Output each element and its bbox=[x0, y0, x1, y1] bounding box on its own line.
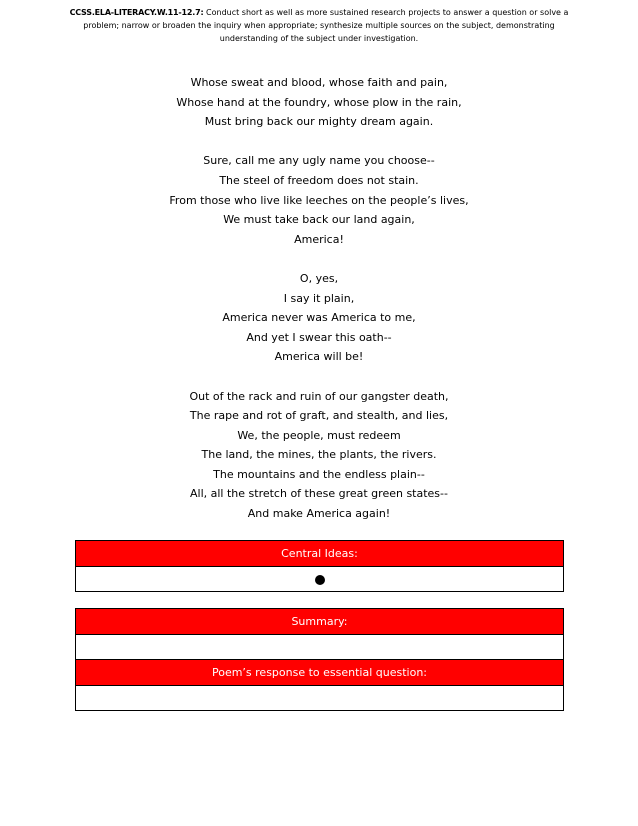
standard-code: CCSS.ELA-LITERACY.W.11-12.7: bbox=[69, 8, 204, 17]
response-cell[interactable] bbox=[76, 686, 564, 711]
poem-line: Must bring back our mighty dream again. bbox=[204, 115, 434, 129]
poem-line: The land, the mines, the plants, the rivers. bbox=[201, 448, 437, 462]
central-ideas-header: Central Ideas: bbox=[76, 541, 564, 567]
poem-line: America never was America to me, bbox=[222, 311, 416, 325]
poem-line: The rape and rot of graft, and stealth, and lies, bbox=[189, 409, 449, 423]
bullet-icon bbox=[315, 575, 325, 585]
central-ideas-cell[interactable] bbox=[76, 567, 564, 592]
poem-line: America! bbox=[294, 232, 344, 246]
poem-line: The mountains and the endless plain-- bbox=[213, 467, 425, 481]
poem-line: And make America again! bbox=[247, 507, 391, 521]
poem bbox=[0, 73, 638, 524]
poem-line: We, the people, must redeem bbox=[237, 428, 401, 442]
poem-line: All, all the stretch of these great green states-- bbox=[190, 487, 448, 501]
poem-line: Whose sweat and blood, whose faith and pain, bbox=[190, 76, 448, 89]
poem-stanza-1 bbox=[0, 73, 638, 132]
standard-text: Conduct short as well as more sustained research projects to answer a question or solve a problem; narrow or broaden the inquiry when appropriate; synthesize multiple sources on the subject, demonstrating understanding of the subject under investigation. bbox=[83, 8, 569, 43]
summary-cell[interactable] bbox=[76, 635, 564, 660]
poem-line: The steel of freedom does not stain. bbox=[219, 173, 419, 187]
poem-line: O, yes, bbox=[299, 271, 339, 285]
poem-line: From those who live like leeches on the people’s lives, bbox=[169, 193, 469, 207]
standard-header bbox=[60, 6, 578, 45]
poem-line: Out of the rack and ruin of our gangster death, bbox=[189, 389, 449, 403]
poem-line: America will be! bbox=[274, 350, 364, 364]
poem-line: Sure, call me any ugly name you choose-- bbox=[203, 154, 435, 168]
summary-header: Summary: bbox=[76, 609, 564, 635]
response-header: Poem’s response to essential question: bbox=[76, 660, 564, 686]
poem-line: I say it plain, bbox=[283, 291, 355, 305]
poem-line: We must take back our land again, bbox=[223, 213, 415, 227]
central-ideas-table bbox=[75, 540, 564, 592]
poem-stanza-4 bbox=[0, 387, 638, 524]
poem-stanza-3 bbox=[0, 269, 638, 367]
poem-stanza-2 bbox=[0, 151, 638, 249]
poem-line: Whose hand at the foundry, whose plow in the rain, bbox=[176, 95, 462, 109]
summary-response-table bbox=[75, 608, 564, 711]
poem-line: And yet I swear this oath-- bbox=[246, 330, 392, 344]
